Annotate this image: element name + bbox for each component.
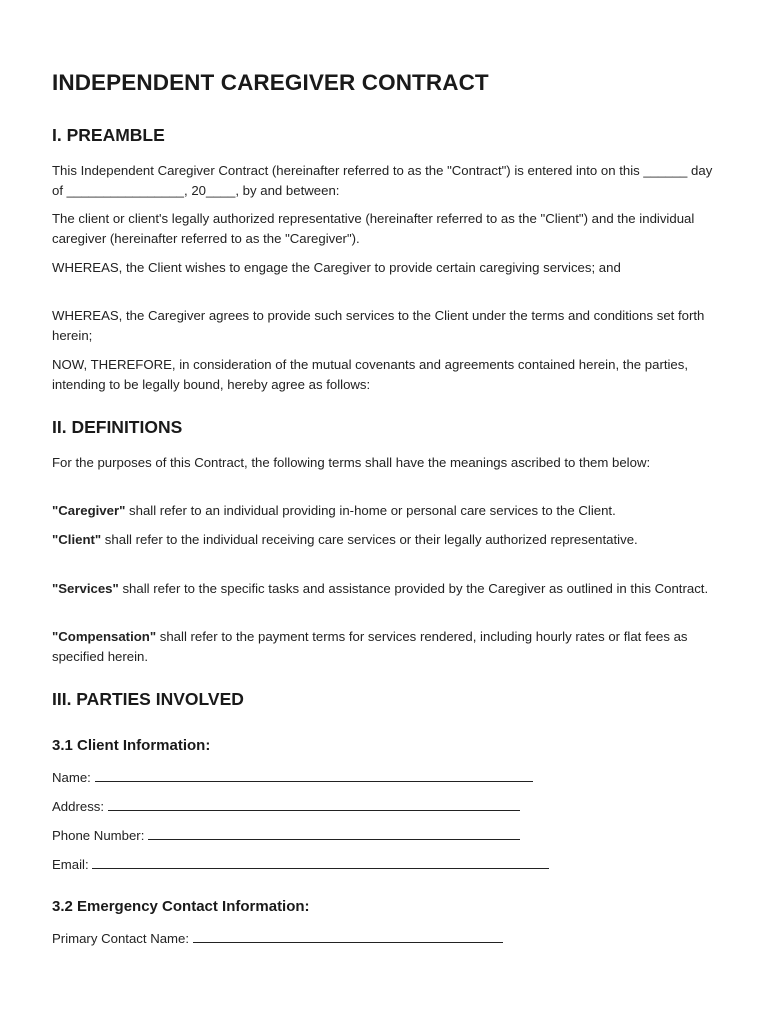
primary-contact-label: Primary Contact Name:	[52, 931, 190, 946]
definition-text: shall refer to the specific tasks and assistance provided by the Caregiver as outlined in this Contract.	[118, 581, 709, 596]
definition-term: "Compensation"	[52, 629, 157, 644]
client-address-label: Address:	[52, 799, 105, 814]
definitions-intro: For the purposes of this Contract, the following terms shall have the meanings ascribed to them below:	[52, 455, 651, 470]
section-heading-parties: III. PARTIES INVOLVED	[52, 689, 244, 709]
client-address-field	[52, 797, 520, 817]
preamble-paragraph-5: NOW, THEREFORE, in consideration of the mutual covenants and agreements contained herein, the parties, intending to be legally bound, hereby agree as follows:	[52, 357, 689, 392]
definition-term: "Client"	[52, 532, 102, 547]
definition-text: shall refer to the payment terms for services rendered, including hourly rates or flat fees as specified herein.	[52, 629, 688, 664]
definition-item-client	[52, 530, 722, 550]
client-name-label: Name:	[52, 770, 91, 785]
primary-contact-field	[52, 929, 503, 949]
section-heading-preamble: I. PREAMBLE	[52, 125, 165, 145]
client-name-field	[52, 768, 533, 788]
section-heading-definitions: II. DEFINITIONS	[52, 417, 183, 437]
definition-term: "Services"	[52, 581, 119, 596]
definition-item-compensation	[52, 627, 722, 666]
definition-text: shall refer to an individual providing in-home or personal care services to the Client.	[125, 503, 616, 518]
primary-contact-blank[interactable]	[193, 930, 503, 943]
preamble-paragraph-2: The client or client's legally authorized representative (hereinafter referred to as the "Client") and the individual caregiver (hereinafter referred to as the "Caregiver").	[52, 211, 695, 246]
definition-term: "Caregiver"	[52, 503, 126, 518]
definition-text: shall refer to the individual receiving care services or their legally authorized representative.	[101, 532, 638, 547]
preamble-paragraph-1: This Independent Caregiver Contract (hereinafter referred to as the "Contract") is entered into on this ______ day of ________________, 20____, by and between:	[52, 163, 713, 198]
document-title: INDEPENDENT CAREGIVER CONTRACT	[52, 70, 489, 95]
client-name-blank[interactable]	[95, 769, 533, 782]
client-address-blank[interactable]	[108, 798, 520, 811]
client-email-field	[52, 855, 549, 875]
preamble-paragraph-3: WHEREAS, the Client wishes to engage the Caregiver to provide certain caregiving services; and	[52, 260, 621, 275]
client-phone-field	[52, 826, 520, 846]
subheading-client-information: 3.1 Client Information:	[52, 737, 211, 754]
client-phone-label: Phone Number:	[52, 828, 145, 843]
definition-item-caregiver	[52, 501, 722, 521]
subheading-emergency-contact: 3.2 Emergency Contact Information:	[52, 898, 310, 915]
client-email-label: Email:	[52, 857, 89, 872]
client-email-blank[interactable]	[92, 856, 549, 869]
client-phone-blank[interactable]	[148, 827, 520, 840]
definition-item-services	[52, 579, 722, 599]
preamble-paragraph-4: WHEREAS, the Caregiver agrees to provide such services to the Client under the terms and conditions set forth herein;	[52, 308, 705, 343]
